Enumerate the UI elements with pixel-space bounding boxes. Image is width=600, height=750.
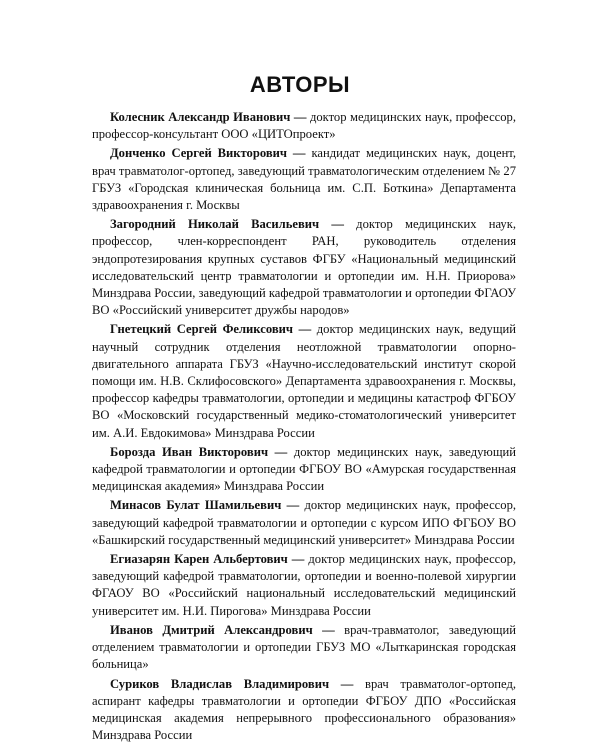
author-entry: Колесник Александр Иванович — доктор медицинских наук, профессор, профессор-консультант ООО «ЦИТОпроект» [92,110,517,142]
author-description: доктор медицинских наук, профессор, заведующий кафедрой травматологии и ортопедии с курсом ИПО ФГБОУ ВО «Башкирский государственный медицинский университет» Минздрава России [92,498,517,547]
author-entry: Суриков Владислав Владимирович — врач травматолог-ортопед, аспирант кафедры травматологии и ортопедии ФГБОУ ДПО «Российская медицинская академия непрерывного профессионального образования» Минздрава России [92,676,516,743]
author-description: врач травматолог-ортопед, аспирант кафедры травматологии и ортопедии ФГБОУ ДПО «Российская медицинская академия непрерывного профессионального образования» Минздрава России [92,676,516,743]
author-entry: Загородний Николай Васильевич — доктор медицинских наук, профессор, член-корреспондент РАН, руководитель отделения эндопротезирования крупных суставов ФГБУ «Национальный медицинский исследовательский центр травматологии и ортопедии им. Н.Н. Приорова» Минздрава России, заведующий кафедрой травматологии и ортопедии ФГАОУ ВО «Российский университет дружбы народов» [92,217,516,318]
author-entry: Донченко Сергей Викторович — кандидат медицинских наук, доцент, врач травматолог-ортопед, заведующий травматологическим отделением № 27 ГБУЗ «Городская клиническая больница им. С.П. Боткина» Департамента здравоохранения г. Москвы [92,146,517,213]
author-name: Колесник Александр Иванович [110,110,291,124]
author-description: доктор медицинских наук, заведующий кафедрой травматологии и ортопедии ФГБОУ ВО «Амурская государственная медицинская академия» Минздрава России [92,444,516,494]
author-entry: Иванов Дмитрий Александрович — врач-травматолог, заведующий отделением травматологии и ортопедии ГБУЗ МО «Лыткаринская городская больница» [92,622,516,672]
author-entry: Егиазарян Карен Альбертович — доктор медицинских наук, профессор, заведующий кафедрой травматологии, ортопедии и военно-полевой хирургии ФГАОУ ВО «Российский национальный исследовательский медицинский университет им. Н.И. Пирогова» Минздрава России [92,552,517,618]
author-name: Суриков Владислав Владимирович [110,676,330,691]
author-description: доктор медицинских наук, профессор, профессор-консультант ООО «ЦИТОпроект» [92,110,517,142]
author-description: доктор медицинских наук, ведущий научный сотрудник отделения неотложной травматологии опорно-двигательного аппарата ГБУЗ «Научно-исследовательский институт скорой помощи им. Н.В. Склифосовского» Департамента здравоохранения г. Москвы, профессор кафедры травматологии, ортопедии и медицины катастроф ФГБОУ ВО «Московский государственный медико-стоматологический университет им. А.И. Евдокимова» Минздрава России [92,322,517,440]
author-name: Минасов Булат Шамильевич [110,498,282,513]
author-name: Иванов Дмитрий Александрович [110,622,313,637]
author-name: Загородний Николай Васильевич [110,217,320,232]
author-description: доктор медицинских наук, профессор, заведующий кафедрой травматологии, ортопедии и военно-полевой хирургии ФГАОУ ВО «Российский национальный исследовательский медицинский университет им. Н.И. Пирогова» Минздрава России [92,552,517,618]
author-entry: Борозда Иван Викторович — доктор медицинских наук, заведующий кафедрой травматологии и ортопедии ФГБОУ ВО «Амурская государственная медицинская академия» Минздрава России [92,444,516,494]
author-description: доктор медицинских наук, профессор, член-корреспондент РАН, руководитель отделения эндопротезирования крупных суставов ФГБУ «Национальный медицинский исследовательский центр травматологии и ортопедии им. Н.Н. Приорова» Минздрава России, заведующий кафедрой травматологии и ортопедии ФГАОУ ВО «Российский университет дружбы народов» [92,217,516,318]
author-name: Донченко Сергей Викторович [110,146,288,161]
author-entry: Гнетецкий Сергей Феликсович — доктор медицинских наук, ведущий научный сотрудник отделения неотложной травматологии опорно-двигательного аппарата ГБУЗ «Научно-исследовательский институт скорой помощи им. Н.В. Склифосовского» Департамента здравоохранения г. Москвы, профессор кафедры травматологии, ортопедии и медицины катастроф ФГБОУ ВО «Московский государственный медико-стоматологический университет им. А.И. Евдокимова» Минздрава России [92,322,517,440]
author-name: Гнетецкий Сергей Феликсович [110,322,293,337]
authors-list [92,109,516,746]
author-name: Борозда Иван Викторович [110,444,269,459]
author-description: кандидат медицинских наук, доцент, врач травматолог-ортопед, заведующий травматологическим отделением № 27 ГБУЗ «Городская клиническая больница им. С.П. Боткина» Департамента здравоохранения г. Москвы [92,146,517,213]
author-description: врач-травматолог, заведующий отделением травматологии и ортопедии ГБУЗ МО «Лыткаринская городская больница» [92,622,516,672]
author-name: Егиазарян Карен Альбертович [110,552,288,567]
page-title: АВТОРЫ [249,72,351,97]
author-entry: Минасов Булат Шамильевич — доктор медицинских наук, профессор, заведующий кафедрой травматологии и ортопедии с курсом ИПО ФГБОУ ВО «Башкирский государственный медицинский университет» Минздрава России [92,498,517,547]
